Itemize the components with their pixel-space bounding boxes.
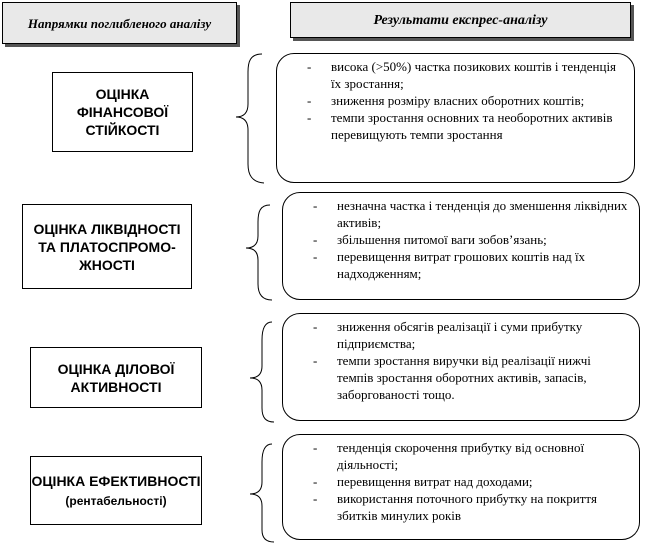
brace-connector [250,444,274,542]
result-item: - висока (>50%) частка позикових коштів і тенденція їх зростання; [277,58,624,92]
direction-label: ОЦІНКА ЕФЕКТИВНОСТІ [31,472,201,489]
result-item: - перевищення витрат над доходами; [283,473,629,490]
result-item: - перевищення витрат грошових коштів над їх надходженням; [283,248,629,282]
header-directions-text: Напрямки поглибленого аналізу [27,15,212,31]
result-item: - збільшення питомої ваги зобов’язань; [283,231,629,248]
direction-sublabel: (рентабельності) [65,493,167,508]
direction-label: ОЦІНКА ФІНАНСОВОЇ СТІЙКОСТІ [76,86,169,138]
result-item: - незначна частка і тенденція до зменшення ліквідних активів; [283,197,629,231]
result-item: - темпи зростання виручки від реалізації нижчі темпів зростання оборотних активів, запасів, заборгованості тощо. [283,352,629,403]
header-results-text: Результати експрес-аналізу [373,12,548,28]
result-item: - зниження обсягів реалізації і суми прибутку підприємства; [283,318,629,352]
result-item: - використання поточного прибутку на покриття збитків минулих років [283,490,629,524]
brace-connector [246,205,272,300]
brace-connector [236,54,264,183]
brace-connector [250,322,274,422]
direction-label: ОЦІНКА ЛІКВІДНОСТІ ТА ПЛАТОСПРОМО-ЖНОСТІ [33,220,181,273]
result-item: - тенденція скорочення прибутку від основної діяльності; [283,439,629,473]
direction-label: ОЦІНКА ДІЛОВОЇ АКТИВНОСТІ [57,360,175,395]
result-item: - зниження розміру власних оборотних коштів; [277,92,624,109]
result-item: - темпи зростання основних та необоротних активів перевищують темпи зростання [277,109,624,143]
